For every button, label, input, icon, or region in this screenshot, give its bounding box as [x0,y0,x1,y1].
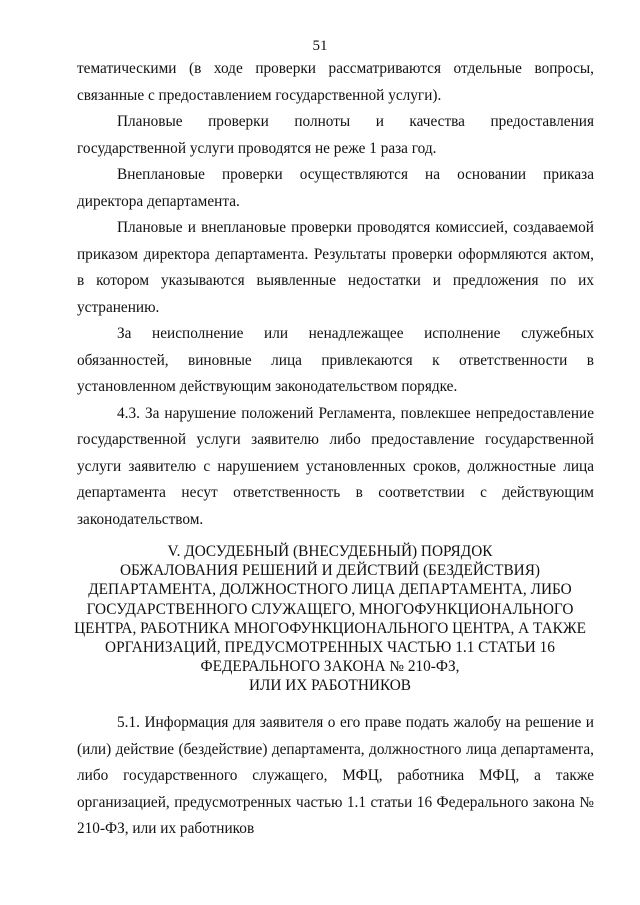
paragraph-4-3: 4.3. За нарушение положений Регламента, повлекшее непредоставление государственной услуги заявителю либо предоставление государственной услуги заявителю с нарушением установленных сроков, должностные лица департамента несут ответственность в соответствии с действующим законодательством. [77,404,594,528]
section-heading-line: V. ДОСУДЕБНЫЙ (ВНЕСУДЕБНЫЙ) ПОРЯДОК [167,543,493,560]
section-text [77,710,594,843]
section-heading-line: ГОСУДАРСТВЕННОГО СЛУЖАЩЕГО, МНОГОФУНКЦИОНАЛЬНОГО [86,600,574,618]
paragraph-commission-checks: Плановые и внеплановые проверки проводятся комиссией, создаваемой приказом директора департамента. Результаты проверки оформляются актом, в котором указываются выявленные недостатки и предложения по их устранению. [77,219,594,316]
body-text [77,56,594,533]
paragraph-liability: За неисполнение или ненадлежащее исполнение служебных обязанностей, виновные лица привлекаются к ответственности в установленном действующим законодательством порядке. [77,325,594,395]
section-heading-line: ДЕПАРТАМЕНТА, ДОЛЖНОСТНОГО ЛИЦА ДЕПАРТАМЕНТА, ЛИБО [88,581,572,599]
paragraph-5-1: 5.1. Информация для заявителя о его праве подать жалобу на решение и (или) действие (бездействие) департамента, должностного лица департамента, либо государственного служащего, МФЦ, работника МФЦ, а также организацией, предусмотренных частью 1.1 статьи 16 Федерального закона № 210-ФЗ, или их работников [77,714,594,837]
page-number: 51 [312,38,328,54]
paragraph-unplanned-checks: Внеплановые проверки осуществляются на основании приказа директора департамента. [77,166,594,210]
section-heading-line: ОРГАНИЗАЦИЙ, ПРЕДУСМОТРЕННЫХ ЧАСТЬЮ 1.1 СТАТЬИ 16 [105,639,555,657]
paragraph-continuation: тематическими (в ходе проверки рассматриваются отдельные вопросы, связанные с предоставлением государственной услуги). [77,60,594,104]
section-heading [60,542,600,696]
section-heading-line: ФЕДЕРАЛЬНОГО ЗАКОНА № 210-ФЗ, [200,658,460,676]
paragraph-planned-checks: Плановые проверки полноты и качества предоставления государственной услуги проводятся не реже 1 раза год. [77,113,594,157]
section-heading-line: ОБЖАЛОВАНИЯ РЕШЕНИЙ И ДЕЙСТВИЙ (БЕЗДЕЙСТВИЯ) [119,562,541,580]
section-heading-line: ИЛИ ИХ РАБОТНИКОВ [248,677,412,695]
section-heading-line: ЦЕНТРА, РАБОТНИКА МНОГОФУНКЦИОНАЛЬНОГО ЦЕНТРА, А ТАКЖЕ [74,619,586,637]
